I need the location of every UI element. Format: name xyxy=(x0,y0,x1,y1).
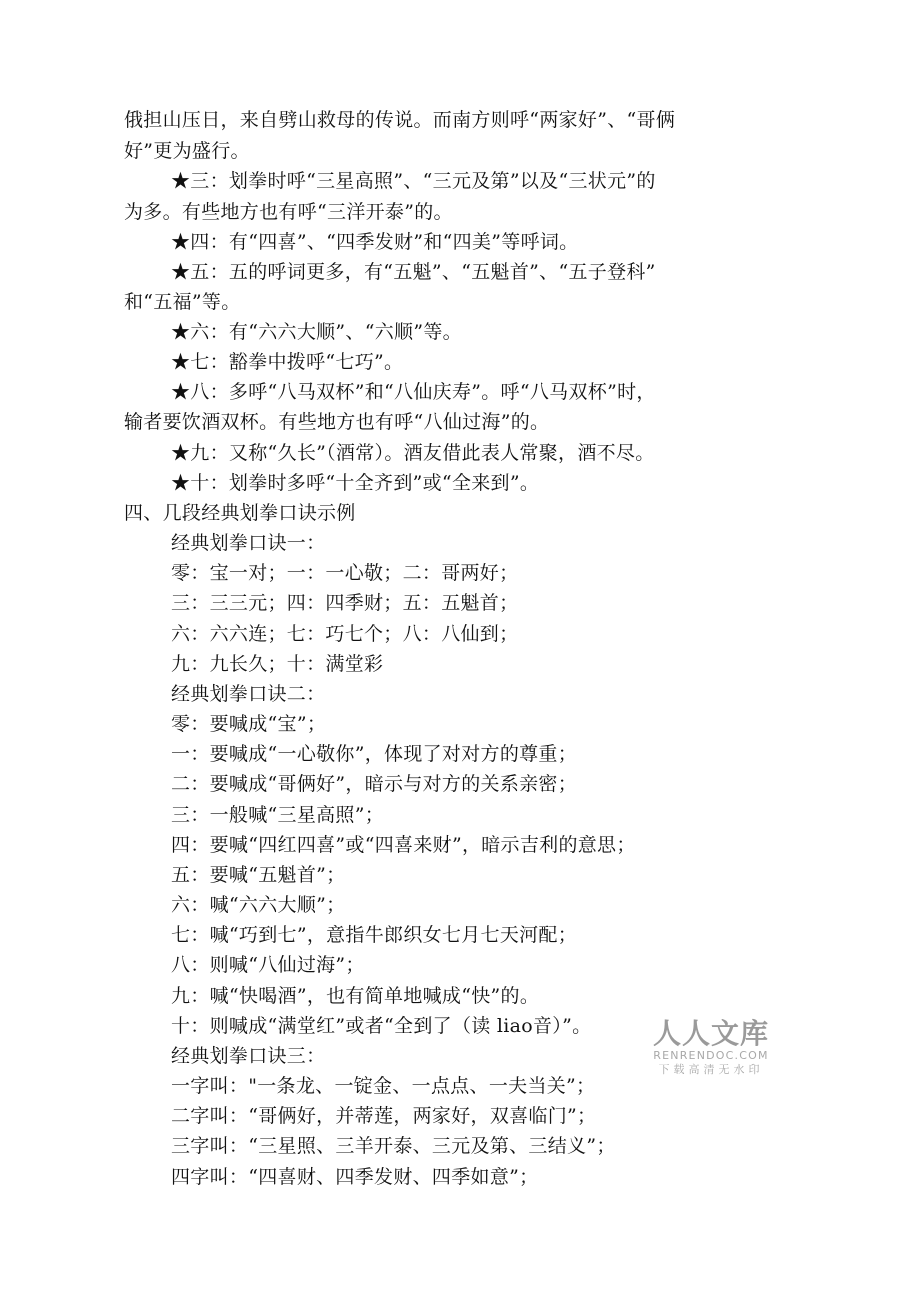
text-line: ★九：又称“久长”（酒常）。酒友借此表人常聚，酒不尽。 xyxy=(171,442,655,464)
section-heading: 四、几段经典划拳口诀示例 xyxy=(124,502,356,524)
text-line: 二：要喊成“哥俩好”，暗示与对方的关系亲密； xyxy=(171,773,578,795)
watermark-domain: RENRENDOC.COM xyxy=(653,1049,769,1062)
text-line: ★十：划拳时多呼“十全齐到”或“全来到”。 xyxy=(171,472,540,494)
text-line: ★八：多呼“八马双杯”和“八仙庆寿”。呼“八马双杯”时， xyxy=(171,381,656,403)
watermark-brand: 人人文库 xyxy=(652,1017,769,1050)
subsection-heading: 经典划拳口诀一： xyxy=(171,532,326,554)
text-line: 为多。有些地方也有呼“三洋开泰”的。 xyxy=(124,201,453,223)
text-line: ★六：有“六六大顺”、“六顺”等。 xyxy=(171,321,462,343)
text-line: 三字叫：“三星照、三羊开泰、三元及第、三结义”； xyxy=(171,1135,616,1157)
text-line: 和“五福”等。 xyxy=(124,291,241,313)
text-line: 二字叫：“哥俩好，并蒂莲，两家好，双喜临门”； xyxy=(171,1105,597,1127)
text-line: 三：三三元；四：四季财；五：五魁首； xyxy=(171,592,519,614)
text-line: 四：要喊“四红四喜”或“四喜来财”，暗示吉利的意思； xyxy=(171,834,636,856)
text-line: 四字叫：“四喜财、四季发财、四季如意”； xyxy=(171,1166,539,1188)
text-line: 三：一般喊“三星高照”； xyxy=(171,804,385,826)
text-line: 零：宝一对；一：一心敬；二：哥两好； xyxy=(171,562,519,584)
text-line: 十：则喊成“满堂红”或者“全到了（读 liao音）”。 xyxy=(171,1015,592,1037)
text-line: 九：九长久；十：满堂彩 xyxy=(171,653,384,675)
subsection-heading: 经典划拳口诀三： xyxy=(171,1045,326,1067)
text-line: 一字叫："一条龙、一锭金、一点点、一夫当关”； xyxy=(171,1075,596,1097)
text-line: ★四：有“四喜”、“四季发财”和“四美”等呼词。 xyxy=(171,231,579,253)
text-line: ★七：豁拳中拨呼“七巧”。 xyxy=(171,351,404,373)
text-line: 五：要喊“五魁首”； xyxy=(171,864,346,886)
text-line: 九：喊“快喝酒”，也有简单地喊成“快”的。 xyxy=(171,985,540,1007)
text-line: 俄担山压日，来自劈山救母的传说。而南方则呼“两家好”、“哥俩 xyxy=(124,109,676,131)
text-line: 好”更为盛行。 xyxy=(124,140,250,162)
watermark-tagline: 下载高清无水印 xyxy=(658,1063,764,1076)
text-line: 六：六六连；七：巧七个；八：八仙到； xyxy=(171,623,519,645)
text-line: 七：喊“巧到七”，意指牛郎织女七月七天河配； xyxy=(171,924,578,946)
text-line: 一：要喊成“一心敬你”，体现了对对方的尊重； xyxy=(171,743,578,765)
text-line: 八：则喊“八仙过海”； xyxy=(171,954,365,976)
watermark-logo xyxy=(648,1018,774,1080)
subsection-heading: 经典划拳口诀二： xyxy=(171,683,326,705)
text-line: ★三：划拳时呼“三星高照”、“三元及第”以及“三状元”的 xyxy=(171,170,656,192)
text-line: 六：喊“六六大顺”； xyxy=(171,894,346,916)
text-line: ★五：五的呼词更多，有“五魁”、“五魁首”、“五子登科” xyxy=(171,261,656,283)
text-line: 输者要饮酒双杯。有些地方也有呼“八仙过海”的。 xyxy=(124,411,550,433)
text-line: 零：要喊成“宝”； xyxy=(171,713,327,735)
